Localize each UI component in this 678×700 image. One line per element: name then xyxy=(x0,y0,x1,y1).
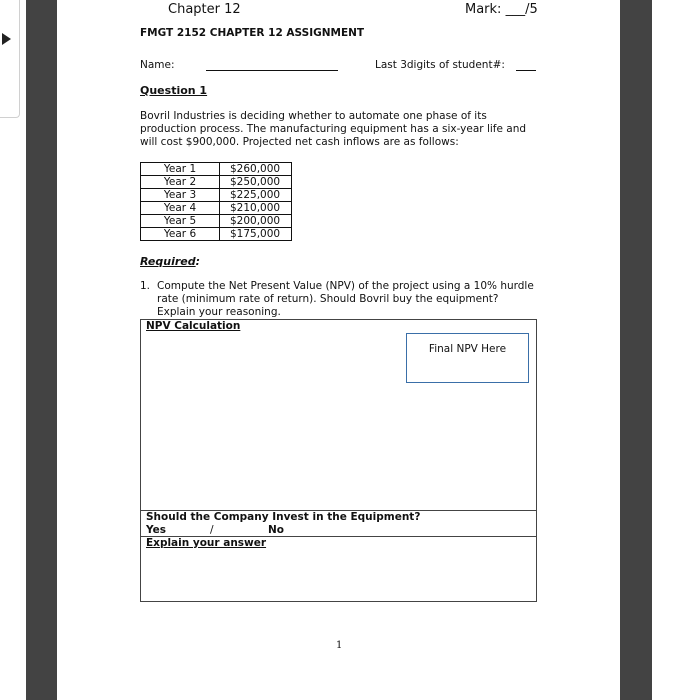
question-paragraph: Bovril Industries is deciding whether to automate one phase of its production process. The manufacturing equipment has a six-year life and will cost $900,000. Projected net cash inflows are as follows: xyxy=(140,110,527,148)
table-row xyxy=(141,202,292,215)
play-arrow-icon[interactable] xyxy=(2,33,11,45)
table-row xyxy=(141,228,292,241)
item-number: 1. xyxy=(140,280,151,292)
page-number: 1 xyxy=(336,640,343,651)
mark-field: Mark: ___/5 xyxy=(465,2,538,17)
table-row xyxy=(141,176,292,189)
required-label: Required xyxy=(140,255,196,268)
name-label: Name: xyxy=(140,59,175,71)
yes-option[interactable]: Yes xyxy=(146,524,167,536)
required-colon: : xyxy=(195,255,201,268)
student-digits-blank-line xyxy=(516,70,536,71)
chapter-title: Chapter 12 xyxy=(168,2,241,17)
question-heading: Question 1 xyxy=(140,84,208,97)
no-option[interactable]: No xyxy=(268,524,285,536)
name-blank-line xyxy=(206,70,338,71)
year-cell: Year 2 xyxy=(141,176,220,189)
year-cell: Year 3 xyxy=(141,189,220,202)
amount-cell: $200,000 xyxy=(220,215,292,228)
choice-separator: / xyxy=(210,524,214,536)
final-npv-field[interactable]: Final NPV Here xyxy=(406,333,529,383)
table-row xyxy=(141,215,292,228)
year-cell: Year 1 xyxy=(141,163,220,176)
table-row xyxy=(141,189,292,202)
amount-cell: $210,000 xyxy=(220,202,292,215)
sidebar-toggle-panel[interactable] xyxy=(0,0,20,118)
answer-box xyxy=(140,319,537,602)
cash-flow-table xyxy=(140,162,292,241)
npv-calculation-title: NPV Calculation xyxy=(146,320,241,332)
required-item-1 xyxy=(140,280,535,319)
invest-question: Should the Company Invest in the Equipment? xyxy=(146,511,421,523)
item-text: Compute the Net Present Value (NPV) of the project using a 10% hurdle rate (minimum rate of return). Should Bovril buy the equipment? Explain your reasoning. xyxy=(157,280,534,318)
year-cell: Year 5 xyxy=(141,215,220,228)
course-title: FMGT 2152 CHAPTER 12 ASSIGNMENT xyxy=(140,27,365,39)
year-cell: Year 4 xyxy=(141,202,220,215)
year-cell: Year 6 xyxy=(141,228,220,241)
amount-cell: $225,000 xyxy=(220,189,292,202)
table-row xyxy=(141,163,292,176)
student-digits-label: Last 3digits of student#: xyxy=(375,59,505,71)
explain-answer-label: Explain your answer xyxy=(146,537,267,549)
amount-cell: $260,000 xyxy=(220,163,292,176)
amount-cell: $175,000 xyxy=(220,228,292,241)
amount-cell: $250,000 xyxy=(220,176,292,189)
required-heading xyxy=(140,255,200,268)
